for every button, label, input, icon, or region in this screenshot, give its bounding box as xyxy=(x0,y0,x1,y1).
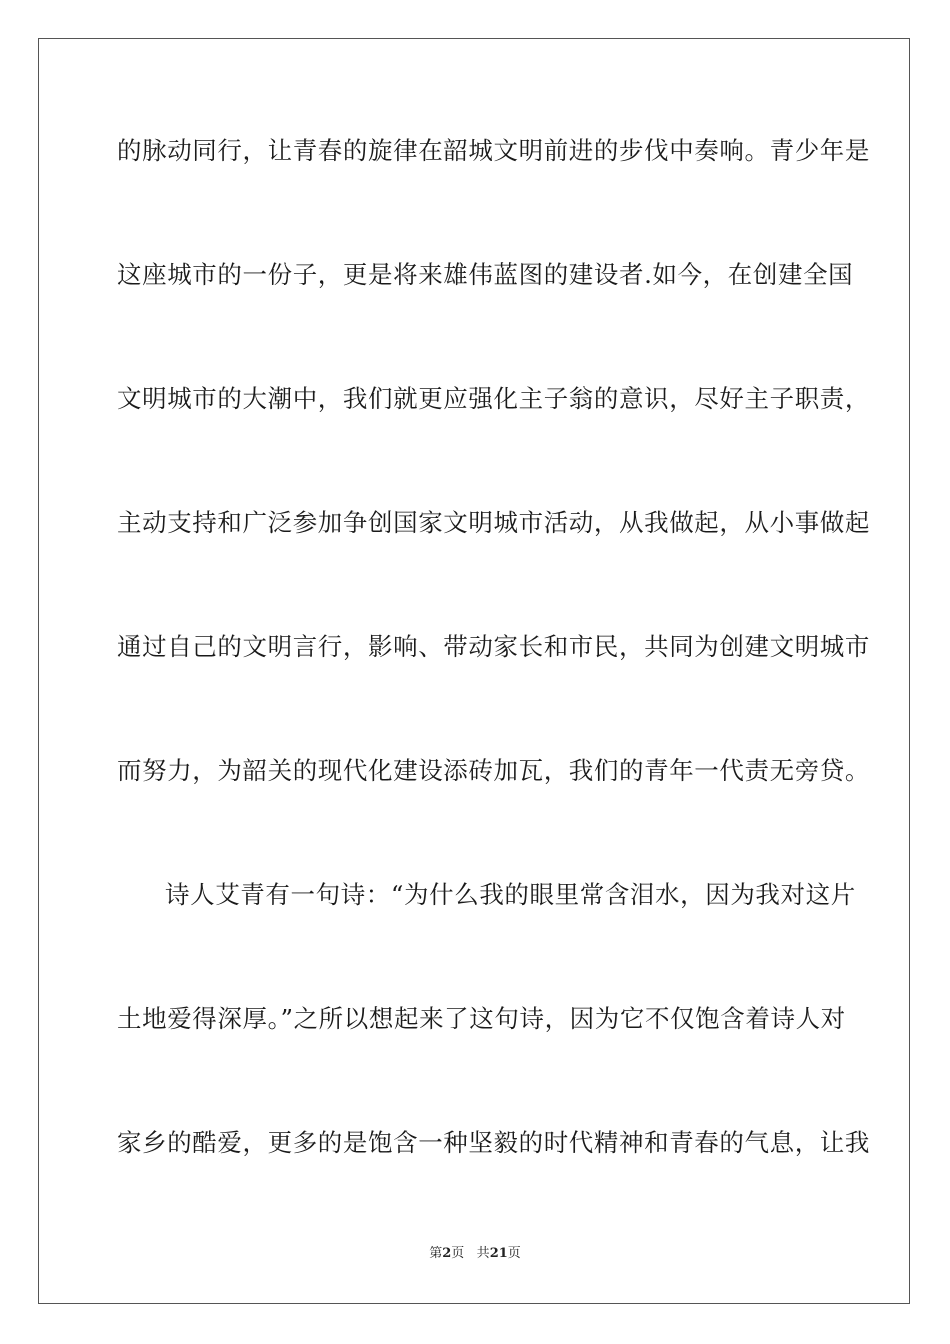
text-line-paragraph-start: 诗人艾青有一句诗：“为什么我的眼里常含泪水，因为我对这片 xyxy=(165,880,856,909)
text-line: 而努力，为韶关的现代化建设添砖加瓦，我们的青年一代责无旁贷。 xyxy=(117,756,870,785)
text-line: 的脉动同行，让青春的旋律在韶城文明前进的步伐中奏响。青少年是 xyxy=(117,136,870,165)
text-line: 家乡的酷爱，更多的是饱含一种坚毅的时代精神和青春的气息，让我 xyxy=(117,1128,870,1157)
total-prefix: 共 xyxy=(476,1246,490,1261)
text-line: 通过自己的文明言行，影响、带动家长和市民，共同为创建文明城市 xyxy=(117,632,870,661)
page-number: 2 xyxy=(442,1246,452,1261)
total-pages: 21 xyxy=(489,1246,508,1261)
text-line: 土地爱得深厚。”之所以想起来了这句诗，因为它不仅饱含着诗人对 xyxy=(117,1004,846,1033)
text-line: 这座城市的一份子，更是将来雄伟蓝图的建设者.如今，在创建全国 xyxy=(117,260,854,289)
page-prefix: 第 xyxy=(429,1246,443,1261)
text-line: 文明城市的大潮中，我们就更应强化主子翁的意识，尽好主子职责， xyxy=(117,384,870,413)
page-border xyxy=(38,38,910,1304)
text-line: 主动支持和广泛参加争创国家文明城市活动，从我做起，从小事做起 xyxy=(117,508,870,537)
page-suffix: 页 xyxy=(451,1246,465,1261)
page-footer xyxy=(0,1245,950,1263)
total-suffix: 页 xyxy=(507,1246,521,1261)
